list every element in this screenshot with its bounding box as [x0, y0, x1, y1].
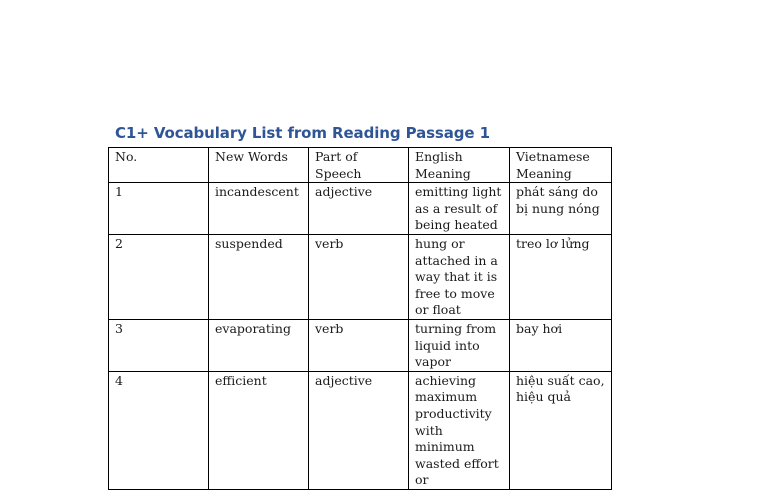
cell-vietnamese-meaning: hiệu suất cao, hiệu quả	[510, 371, 612, 489]
header-cell-new-words: New Words	[209, 148, 309, 183]
cell-english-meaning: turning from liquid into vapor	[409, 319, 510, 371]
cell-word: suspended	[209, 234, 309, 319]
table-row	[109, 371, 612, 489]
header-cell-no: No.	[109, 148, 209, 183]
cell-part-of-speech: verb	[309, 234, 409, 319]
table-row	[109, 183, 612, 235]
cell-part-of-speech: adjective	[309, 371, 409, 489]
header-cell-vietnamese-meaning: Vietnamese Meaning	[510, 148, 612, 183]
cell-part-of-speech: verb	[309, 319, 409, 371]
cell-english-meaning: achieving maximum productivity with minimum wasted effort or	[409, 371, 510, 489]
cell-part-of-speech: adjective	[309, 183, 409, 235]
cell-english-meaning: emitting light as a result of being heated	[409, 183, 510, 235]
cell-vietnamese-meaning: phát sáng do bị nung nóng	[510, 183, 612, 235]
table-row	[109, 234, 612, 319]
cell-vietnamese-meaning: treo lơ lửng	[510, 234, 612, 319]
cell-word: incandescent	[209, 183, 309, 235]
cell-word: evaporating	[209, 319, 309, 371]
document-title: C1+ Vocabulary List from Reading Passage 1	[115, 124, 490, 142]
header-cell-english-meaning: English Meaning	[409, 148, 510, 183]
vocabulary-table	[108, 147, 612, 490]
header-cell-part-of-speech: Part of Speech	[309, 148, 409, 183]
cell-word: efficient	[209, 371, 309, 489]
cell-no: 2	[109, 234, 209, 319]
table-header-row	[109, 148, 612, 183]
cell-english-meaning: hung or attached in a way that it is free to move or float	[409, 234, 510, 319]
cell-no: 1	[109, 183, 209, 235]
cell-no: 4	[109, 371, 209, 489]
cell-no: 3	[109, 319, 209, 371]
cell-vietnamese-meaning: bay hơi	[510, 319, 612, 371]
table-row	[109, 319, 612, 371]
